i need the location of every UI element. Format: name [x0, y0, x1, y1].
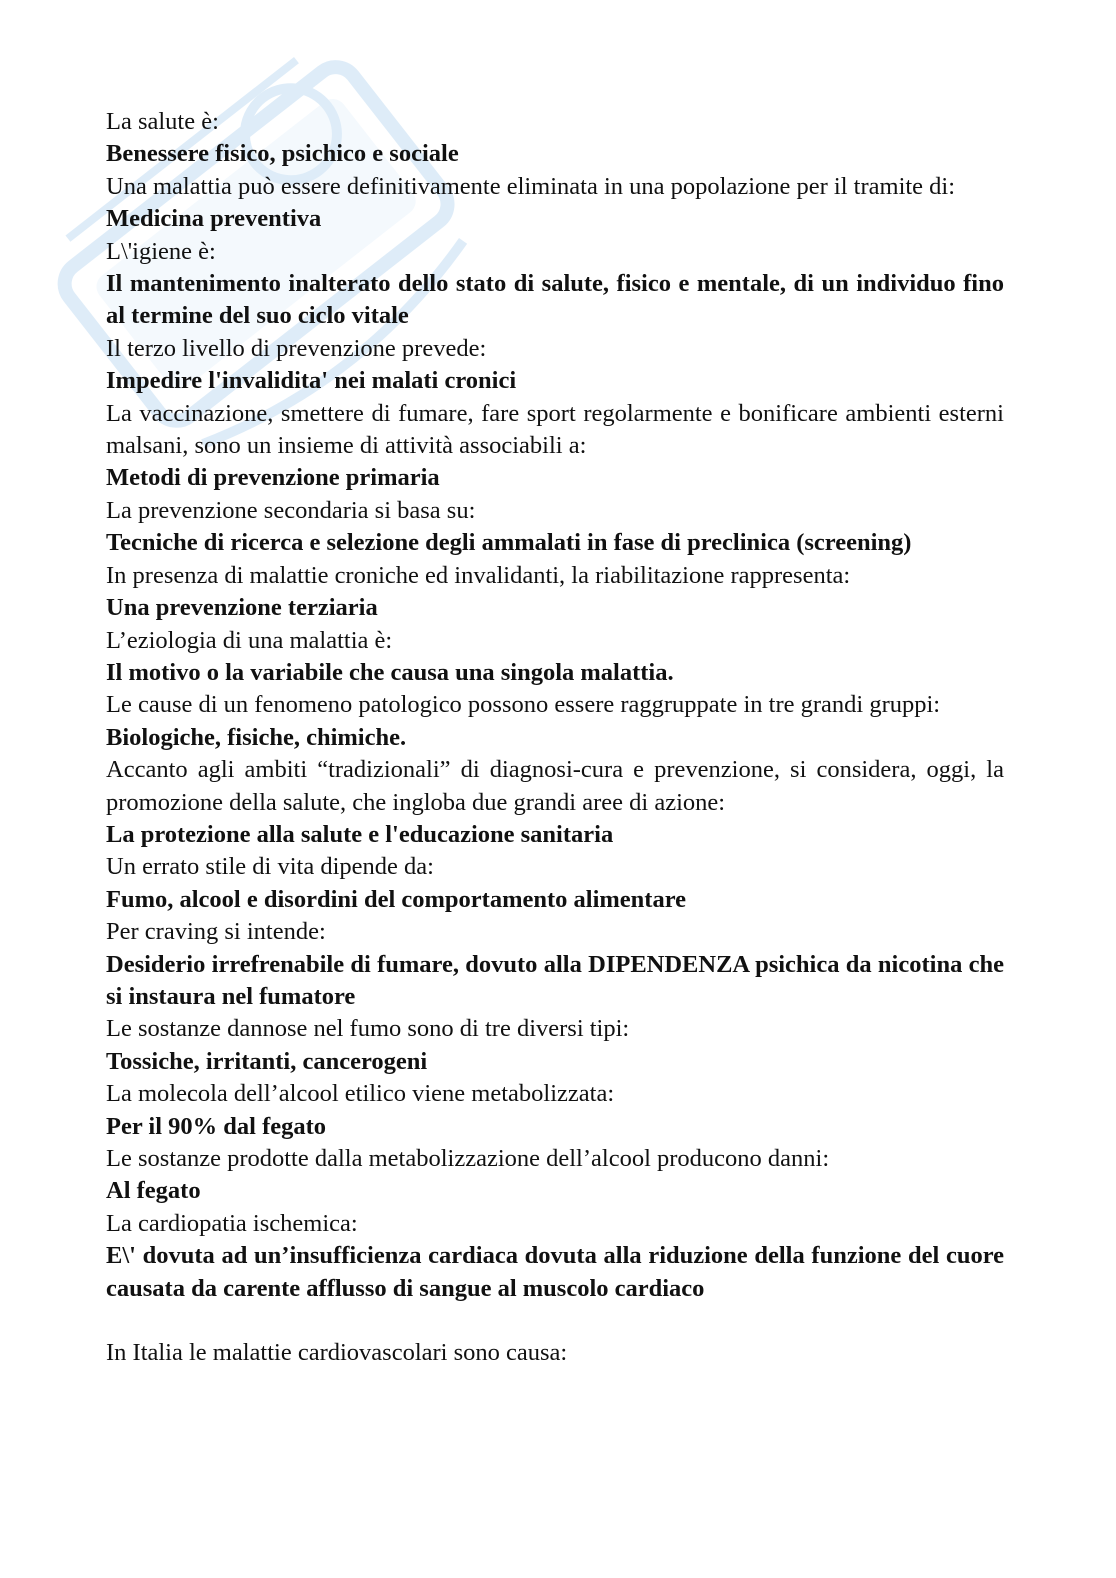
question-text: Per craving si intende: — [106, 918, 326, 946]
answer-text: Metodi di prevenzione primaria — [106, 464, 440, 492]
question-text: L\'igiene è: — [106, 237, 216, 265]
answer-text: Tossiche, irritanti, cancerogeni — [106, 1047, 428, 1075]
question-text: La prevenzione secondaria si basa su: — [106, 496, 476, 524]
qa-entry — [106, 689, 1004, 754]
qa-entry — [106, 398, 1004, 495]
answer-text: Una prevenzione terziaria — [106, 594, 378, 622]
qa-entry — [106, 171, 1004, 236]
answer-text: Desiderio irrefrenabile di fumare, dovuto alla DIPENDENZA psichica da nicotina che si instaura nel fumatore — [106, 950, 1004, 1010]
qa-entry — [106, 236, 1004, 333]
qa-entry — [106, 1208, 1004, 1305]
answer-text: Al fegato — [106, 1177, 201, 1205]
trailing-question-text: In Italia le malattie cardiovascolari sono causa: — [106, 1339, 568, 1367]
question-text: La molecola dell’alcool etilico viene metabolizzata: — [106, 1080, 615, 1108]
question-text: Il terzo livello di prevenzione prevede: — [106, 334, 487, 362]
qa-entry — [106, 495, 1004, 560]
question-text: Le sostanze dannose nel fumo sono di tre diversi tipi: — [106, 1015, 630, 1043]
question-text: Accanto agli ambiti “tradizionali” di diagnosi-cura e prevenzione, si considera, oggi, la promozione della salute, che ingloba due grandi aree di azione: — [106, 756, 1004, 816]
qa-entry — [106, 625, 1004, 690]
answer-text: Tecniche di ricerca e selezione degli ammalati in fase di preclinica (screening) — [106, 529, 912, 557]
answer-text: Il mantenimento inalterato dello stato di salute, fisico e mentale, di un individuo fino al termine del suo ciclo vitale — [106, 270, 1004, 330]
qa-entry — [106, 106, 1004, 171]
question-text: Le sostanze prodotte dalla metabolizzazione dell’alcool producono danni: — [106, 1145, 830, 1172]
qa-entry — [106, 1078, 1004, 1143]
answer-text: Benessere fisico, psichico e sociale — [106, 140, 459, 168]
question-text: Un errato stile di vita dipende da: — [106, 853, 434, 881]
question-text: Le cause di un fenomeno patologico possono essere raggruppate in tre grandi gruppi: — [106, 691, 941, 719]
answer-text: Medicina preventiva — [106, 205, 322, 233]
question-text: La cardiopatia ischemica: — [106, 1209, 358, 1237]
qa-entry — [106, 1013, 1004, 1078]
answer-text: Biologiche, fisiche, chimiche. — [106, 723, 407, 751]
blank-line — [106, 1305, 1004, 1337]
answer-text: E\' dovuta ad un’insufficienza cardiaca dovuta alla riduzione della funzione del cuore causata da carente afflusso di sangue al muscolo cardiaco — [106, 1242, 1004, 1302]
qa-entry — [106, 851, 1004, 916]
answer-text: Il motivo o la variabile che causa una singola malattia. — [106, 658, 674, 686]
qa-entry — [106, 1143, 1004, 1208]
answer-text: Impedire l'invalidita' nei malati cronici — [106, 367, 517, 395]
answer-text: Fumo, alcool e disordini del comportamento alimentare — [106, 885, 686, 913]
question-text: L’eziologia di una malattia è: — [106, 626, 393, 654]
answer-text: La protezione alla salute e l'educazione sanitaria — [106, 820, 614, 848]
qa-entry — [106, 754, 1004, 851]
qa-entry — [106, 333, 1004, 398]
question-text: La vaccinazione, smettere di fumare, fare sport regolarmente e bonificare ambienti esterni malsani, sono un insieme di attività associabili a: — [106, 399, 1004, 460]
question-text: In presenza di malattie croniche ed invalidanti, la riabilitazione rappresenta: — [106, 561, 851, 589]
qa-entry — [106, 560, 1004, 625]
question-text: Una malattia può essere definitivamente eliminata in una popolazione per il tramite di: — [106, 172, 956, 200]
qa-entry — [106, 916, 1004, 1013]
document-body — [106, 106, 1004, 1370]
question-text: La salute è: — [106, 108, 219, 135]
answer-text: Per il 90% dal fegato — [106, 1112, 327, 1140]
